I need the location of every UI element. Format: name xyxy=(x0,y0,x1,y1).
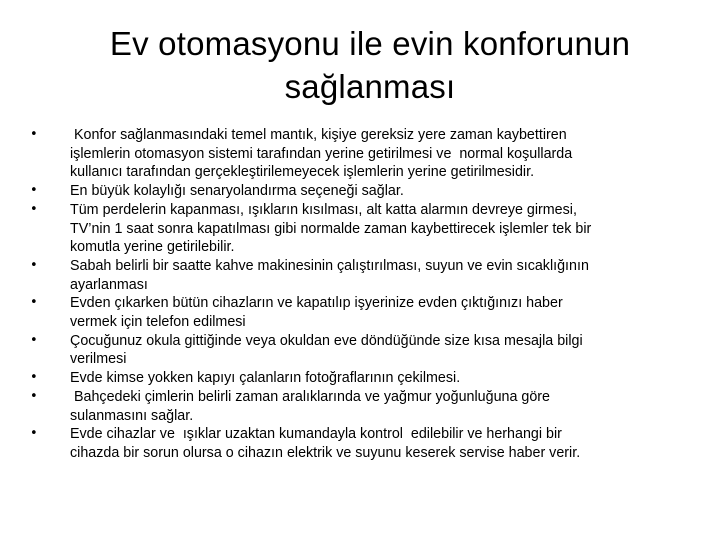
bullet-item-2 xyxy=(0,182,728,201)
bullet-dot-icon: • xyxy=(30,201,38,217)
slide-title-line-1: Ev otomasyonu ile evin konforunun xyxy=(109,25,631,62)
bullet-item-3 xyxy=(0,201,728,257)
slide-title xyxy=(70,22,670,108)
bullet-text-9: Evde cihazlar ve ışıklar uzaktan kumandayla kontrol edilebilir ve herhangi bir cihazda bir sorun olursa o cihazın elektrik ve suyunu keserek servise haber verir. xyxy=(70,426,581,461)
bullet-text-2: En büyük kolaylığı senaryolandırma seçeneği sağlar. xyxy=(70,183,404,200)
bullet-item-1 xyxy=(0,126,728,182)
bullet-dot-icon: • xyxy=(30,426,38,442)
bullet-dot-icon: • xyxy=(30,370,38,386)
bullet-text-4: Sabah belirli bir saatte kahve makinesinin çalıştırılması, suyun ve evin sıcaklığının ayarlanması xyxy=(70,257,589,293)
bullet-item-8 xyxy=(0,388,728,425)
bullet-text-7: Evde kimse yokken kapıyı çalanların fotoğraflarının çekilmesi. xyxy=(70,370,461,387)
bullet-text-1: Konfor sağlanmasındaki temel mantık, kişiye gereksiz yere zaman kaybettiren işlemlerin otomasyon sistemi tarafından yerine getirilmesi ve normal koşullarda kullanıcı tarafından gerçekleştirilemeyecek işlemlerin yerine getirilmesidir. xyxy=(70,127,573,181)
bullet-item-6 xyxy=(0,332,728,369)
bullet-dot-icon: • xyxy=(30,127,38,142)
slide-title-line-2: sağlanması xyxy=(284,68,456,105)
bullet-item-5 xyxy=(0,294,728,331)
bullet-text-5: Evden çıkarken bütün cihazların ve kapatılıp işyerinize evden çıktığınızı haber vermek için telefon edilmesi xyxy=(70,295,563,331)
bullet-item-7 xyxy=(0,369,728,388)
bullet-text-6: Çocuğunuz okula gittiğinde veya okuldan eve döndüğünde size kısa mesajla bilgi verilmesi xyxy=(70,332,583,368)
bullet-dot-icon: • xyxy=(30,295,38,311)
bullet-text-3: Tüm perdelerin kapanması, ışıkların kısılması, alt katta alarmın devreye girmesi, TV’nin 1 saat sonra kapatılması gibi normalde zaman kaybettirecek işlemler tek bir komutla yerine getirilebilir. xyxy=(70,201,592,256)
bullet-dot-icon: • xyxy=(30,332,38,348)
bullet-text-8: Bahçedeki çimlerin belirli zaman aralıklarında ve yağmur yoğunluğuna göre sulanmasını sağlar. xyxy=(70,388,551,424)
bullet-dot-icon: • xyxy=(30,257,38,273)
bullet-item-9 xyxy=(0,425,728,462)
bullet-list xyxy=(0,126,728,463)
bullet-dot-icon: • xyxy=(30,183,38,199)
bullet-dot-icon: • xyxy=(30,388,38,404)
bullet-item-4 xyxy=(0,257,728,294)
